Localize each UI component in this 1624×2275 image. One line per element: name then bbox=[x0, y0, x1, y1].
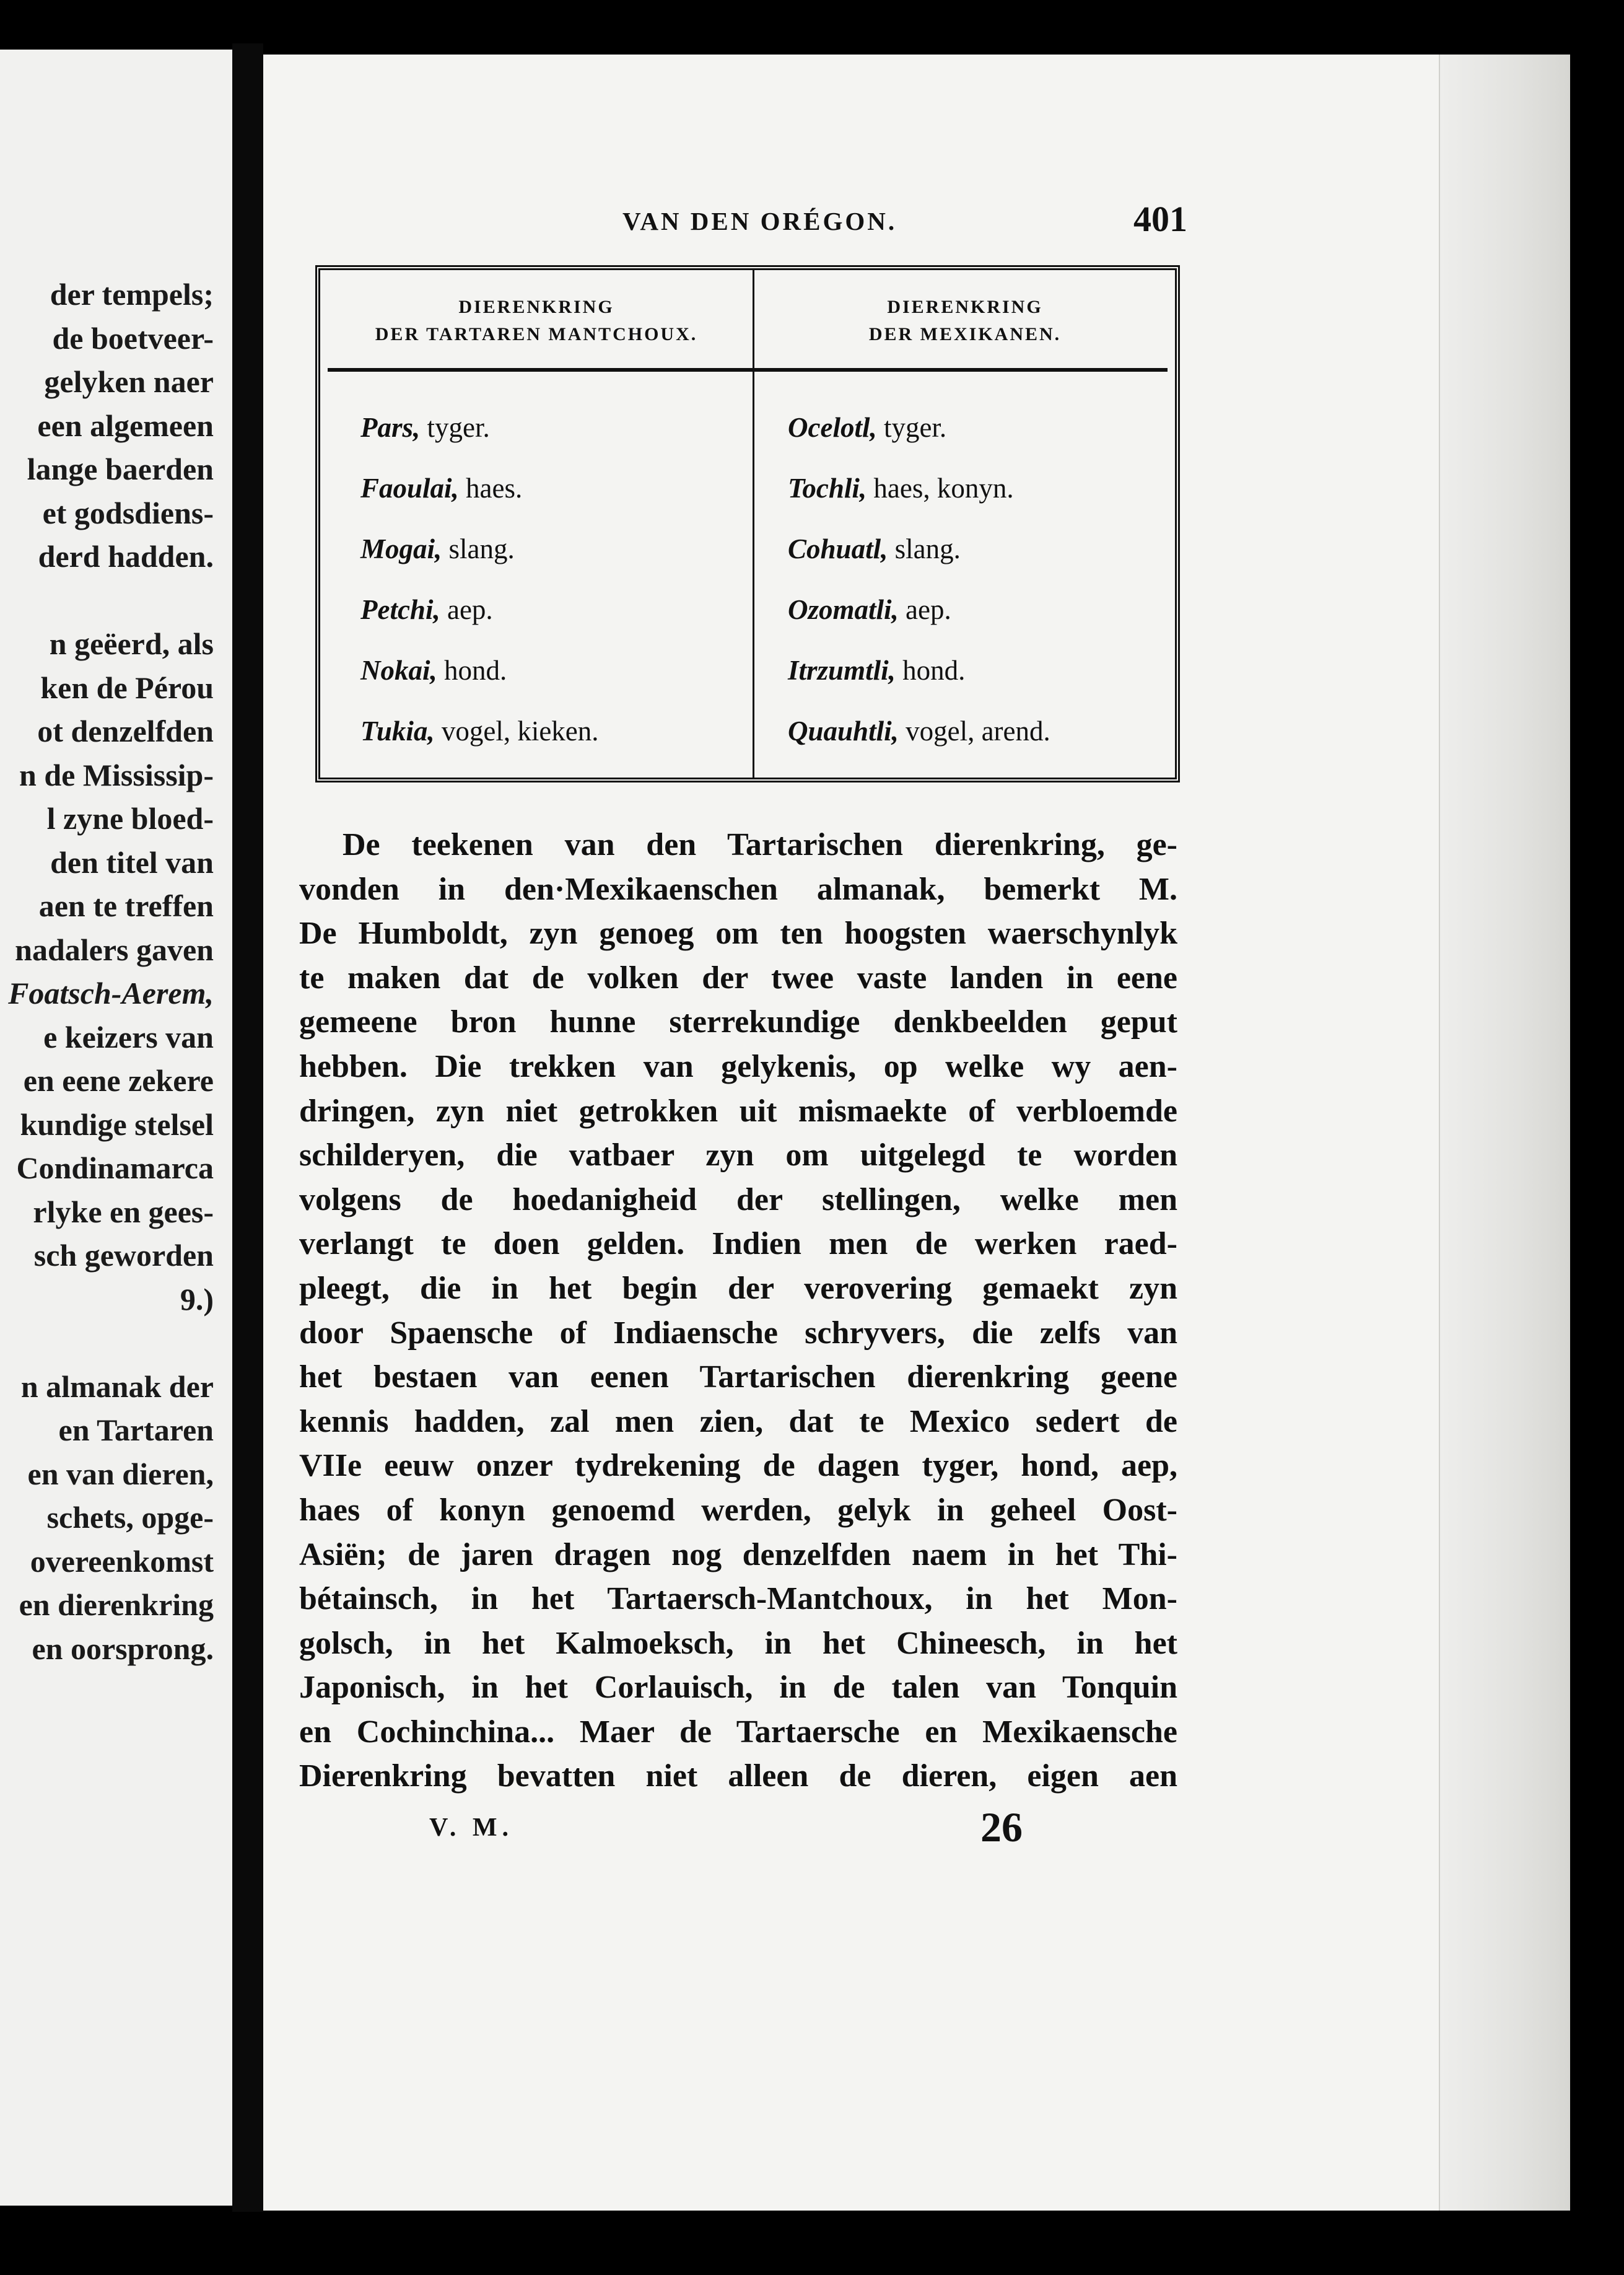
left-page-text bbox=[0, 273, 214, 1670]
animal-name: Petchi, bbox=[360, 594, 440, 625]
animal-meaning: hond. bbox=[437, 655, 507, 686]
left-page-line: n de Mississip- bbox=[19, 757, 214, 792]
table-row bbox=[360, 519, 599, 579]
left-page-line: e keizers van bbox=[43, 1019, 214, 1054]
body-line: Asiën; de jaren dragen nog denzelfden naem in het Thi- bbox=[299, 1536, 1177, 1572]
left-heading-line1: DIERENKRING bbox=[458, 297, 614, 317]
left-page-line: n geëerd, als bbox=[49, 626, 214, 661]
left-page-line: en van dieren, bbox=[27, 1456, 214, 1491]
animal-name: Itrzumtli, bbox=[788, 655, 896, 686]
left-page-line: Foatsch-Aerem, bbox=[8, 976, 214, 1010]
animal-name: Quauhtli, bbox=[788, 716, 899, 747]
left-page-line: n almanak der bbox=[20, 1369, 214, 1404]
left-page-line: en oorsprong. bbox=[32, 1631, 214, 1666]
left-heading-line2: DER TARTAREN MANTCHOUX. bbox=[375, 324, 698, 344]
left-page-line: de boetveer- bbox=[52, 320, 214, 356]
body-line: VIIe eeuw onzer tydrekening de dagen tyger, hond, aep, bbox=[299, 1448, 1177, 1484]
animal-meaning: hond. bbox=[895, 655, 966, 686]
body-text bbox=[299, 823, 1177, 1799]
left-page-line: sch geworden bbox=[33, 1238, 214, 1273]
animal-meaning: vogel, kieken. bbox=[434, 716, 599, 747]
body-line: golsch, in het Kalmoeksch, in het Chineesch, in het bbox=[299, 1625, 1177, 1661]
book-gutter bbox=[232, 43, 263, 2212]
left-page-line: overeenkomst bbox=[30, 1543, 214, 1579]
left-page-line: den titel van bbox=[50, 844, 214, 880]
animal-name: Nokai, bbox=[360, 655, 437, 686]
animal-name: Tukia, bbox=[360, 716, 435, 747]
left-page-line: der tempels; bbox=[50, 277, 214, 312]
body-line: vonden in den·Mexikaenschen almanak, bemerkt M. bbox=[299, 871, 1177, 907]
animal-meaning: haes. bbox=[458, 473, 523, 504]
animal-meaning: tyger. bbox=[876, 412, 947, 443]
table-row bbox=[788, 458, 1050, 519]
animal-name: Cohuatl, bbox=[788, 533, 888, 564]
sheet-number: 26 bbox=[980, 1804, 1023, 1851]
right-column-heading bbox=[754, 294, 1176, 348]
animal-meaning: haes, konyn. bbox=[867, 473, 1014, 504]
animal-meaning: tyger. bbox=[420, 412, 490, 443]
body-line: verlangt te doen gelden. Indien men de werken raed- bbox=[299, 1226, 1177, 1262]
body-line: het bestaen van eenen Tartarischen dierenkring geene bbox=[299, 1359, 1177, 1395]
body-line: te maken dat de volken der twee vaste landen in eene bbox=[299, 960, 1177, 996]
body-line: en Cochinchina... Maer de Tartaersche en Mexikaensche bbox=[299, 1714, 1177, 1750]
table-row bbox=[360, 397, 599, 458]
body-line: schilderyen, die vatbaer zyn om uitgelegd te worden bbox=[299, 1138, 1177, 1173]
left-page-line: een algemeen bbox=[37, 408, 214, 443]
body-line: Japonisch, in het Corlauisch, in de talen van Tonquin bbox=[299, 1670, 1177, 1706]
table-row bbox=[360, 701, 599, 761]
table-row bbox=[360, 458, 599, 519]
body-line: hebben. Die trekken van gelykenis, op welke wy aen- bbox=[299, 1048, 1177, 1084]
animal-meaning: slang. bbox=[442, 533, 515, 564]
right-page bbox=[263, 55, 1570, 2211]
animal-name: Ozomatli, bbox=[788, 594, 899, 625]
left-page-line: en Tartaren bbox=[58, 1413, 214, 1447]
left-page-line: 9.) bbox=[180, 1281, 214, 1317]
left-page-line: lange baerden bbox=[27, 452, 214, 486]
left-page-line: kundige stelsel bbox=[20, 1107, 214, 1142]
body-line: door Spaensche of Indiaensche schryvers, die zelfs van bbox=[299, 1315, 1177, 1351]
table-row bbox=[788, 701, 1050, 761]
body-line: pleegt, die in het begin der verovering gemaekt zyn bbox=[299, 1270, 1177, 1306]
left-page-line: ot denzelfden bbox=[37, 714, 214, 748]
table-row bbox=[788, 640, 1050, 701]
body-line: haes of konyn genoemd werden, gelyk in geheel Oost- bbox=[299, 1492, 1177, 1528]
left-page-line bbox=[0, 1321, 214, 1365]
left-page-line: ken de Pérou bbox=[40, 670, 214, 705]
left-page-line: en eene zekere bbox=[23, 1063, 214, 1098]
animal-name: Pars, bbox=[360, 412, 421, 443]
left-page-line: derd hadden. bbox=[38, 539, 214, 574]
page-edge bbox=[1439, 55, 1570, 2211]
animal-meaning: slang. bbox=[888, 533, 961, 564]
table-row bbox=[788, 579, 1050, 640]
body-line: De Humboldt, zyn genoeg om ten hoogsten waerschynlyk bbox=[299, 916, 1177, 952]
table-row bbox=[788, 519, 1050, 579]
animal-meaning: aep. bbox=[440, 594, 493, 625]
table-row bbox=[360, 579, 599, 640]
animal-meaning: aep. bbox=[898, 594, 951, 625]
left-page-line: nadalers gaven bbox=[15, 932, 214, 967]
left-page-line: rlyke en gees- bbox=[33, 1194, 214, 1229]
body-line: Dierenkring bevatten niet alleen de dieren, eigen aen bbox=[299, 1758, 1177, 1794]
running-title: VAN DEN ORÉGON. bbox=[622, 207, 897, 235]
left-page-line: et godsdiens- bbox=[42, 495, 214, 530]
right-heading-line2: DER MEXIKANEN. bbox=[868, 324, 1062, 344]
left-page-line: Condinamarca bbox=[16, 1151, 214, 1185]
left-column-rows bbox=[360, 397, 599, 761]
page-number: 401 bbox=[1133, 199, 1187, 239]
left-page-line: gelyken naer bbox=[44, 364, 214, 399]
table-row bbox=[788, 397, 1050, 458]
body-line: De teekenen van den Tartarischen dierenkring, ge- bbox=[343, 827, 1177, 862]
left-page-line: schets, opge- bbox=[46, 1500, 214, 1535]
body-line: volgens de hoedanigheid der stellingen, welke men bbox=[299, 1181, 1177, 1217]
left-page-line: l zyne bloed- bbox=[46, 801, 214, 836]
body-line: gemeene bron hunne sterrekundige denkbeelden geput bbox=[299, 1004, 1177, 1040]
signature-mark: V. M. bbox=[429, 1813, 514, 1842]
body-line: bétainsch, in het Tartaersch-Mantchoux, in het Mon- bbox=[299, 1581, 1177, 1617]
animal-name: Mogai, bbox=[360, 533, 442, 564]
body-line: kennis hadden, zal men zien, dat te Mexico sedert de bbox=[299, 1403, 1177, 1439]
left-page-line: aen te treffen bbox=[38, 888, 214, 923]
left-page-line: en dierenkring bbox=[19, 1587, 214, 1622]
left-column-heading bbox=[320, 294, 753, 348]
animal-name: Ocelotl, bbox=[788, 412, 877, 443]
left-page-line bbox=[0, 579, 214, 623]
left-page bbox=[0, 50, 232, 2206]
table-row bbox=[360, 640, 599, 701]
animal-name: Faoulai, bbox=[360, 473, 459, 504]
heading-rule bbox=[328, 368, 1168, 372]
zodiac-table bbox=[315, 265, 1180, 782]
animal-meaning: vogel, arend. bbox=[898, 716, 1050, 747]
body-line: dringen, zyn niet getrokken uit mismaekte of verbloemde bbox=[299, 1093, 1177, 1129]
right-column-rows bbox=[788, 397, 1050, 761]
animal-name: Tochli, bbox=[788, 473, 867, 504]
right-heading-line1: DIERENKRING bbox=[887, 297, 1043, 317]
